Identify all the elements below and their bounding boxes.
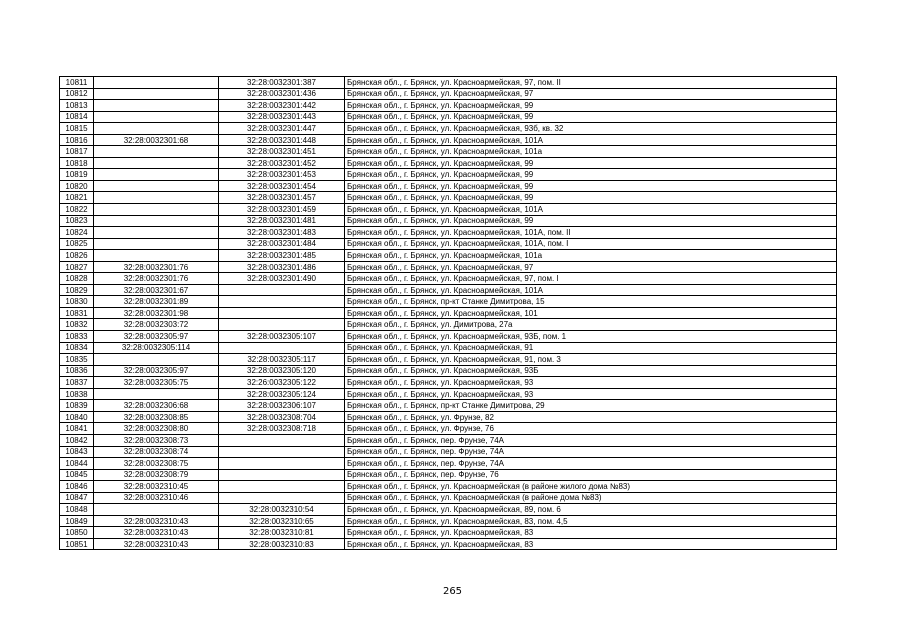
land-cadastral-number-cell: 32:28:0032306:68	[94, 400, 219, 412]
registry-table	[59, 76, 837, 550]
address-cell: Брянская обл., г. Брянск, ул. Красноармейская, 99	[345, 157, 837, 169]
address-cell: Брянская обл., г. Брянск, ул. Красноармейская, 97	[345, 88, 837, 100]
record-number-cell: 10836	[60, 365, 94, 377]
address-cell: Брянская обл., г. Брянск, ул. Фрунзе, 82	[345, 411, 837, 423]
address-cell: Брянская обл., г. Брянск, ул. Красноармейская, 101а	[345, 250, 837, 262]
page-number: 265	[442, 586, 463, 597]
record-number-cell: 10851	[60, 538, 94, 550]
table-row	[60, 146, 837, 158]
table-row	[60, 423, 837, 435]
building-cadastral-number-cell: 32:28:0032308:718	[219, 423, 345, 435]
land-cadastral-number-cell: 32:28:0032305:97	[94, 331, 219, 343]
record-number-cell: 10850	[60, 527, 94, 539]
address-cell: Брянская обл., г. Брянск, ул. Красноармейская, 101а	[345, 146, 837, 158]
record-number-cell: 10827	[60, 261, 94, 273]
building-cadastral-number-cell: 32:28:0032301:387	[219, 77, 345, 89]
table-row	[60, 538, 837, 550]
address-cell: Брянская обл., г. Брянск, ул. Красноармейская, 99	[345, 215, 837, 227]
table-row	[60, 388, 837, 400]
table-row	[60, 492, 837, 504]
table-row	[60, 204, 837, 216]
land-cadastral-number-cell: 32:28:0032310:43	[94, 515, 219, 527]
land-cadastral-number-cell: 32:28:0032310:43	[94, 538, 219, 550]
land-cadastral-number-cell: 32:28:0032303:72	[94, 319, 219, 331]
address-cell: Брянская обл., г. Брянск, ул. Красноармейская, 99	[345, 180, 837, 192]
building-cadastral-number-cell: 32:28:0032301:454	[219, 180, 345, 192]
land-cadastral-number-cell	[94, 504, 219, 516]
address-cell: Брянская обл., г. Брянск, ул. Красноармейская, 99	[345, 169, 837, 181]
land-cadastral-number-cell: 32:28:0032301:68	[94, 134, 219, 146]
record-number-cell: 10840	[60, 411, 94, 423]
building-cadastral-number-cell: 32:28:0032306:107	[219, 400, 345, 412]
registry-table-body	[60, 77, 837, 550]
building-cadastral-number-cell: 32:28:0032301:484	[219, 238, 345, 250]
building-cadastral-number-cell: 32:28:0032301:490	[219, 273, 345, 285]
land-cadastral-number-cell: 32:28:0032305:75	[94, 377, 219, 389]
table-row	[60, 469, 837, 481]
address-cell: Брянская обл., г. Брянск, пер. Фрунзе, 74А	[345, 434, 837, 446]
table-row	[60, 192, 837, 204]
table-row	[60, 458, 837, 470]
table-row	[60, 261, 837, 273]
building-cadastral-number-cell: 32:28:0032310:65	[219, 515, 345, 527]
record-number-cell: 10842	[60, 434, 94, 446]
address-cell: Брянская обл., г. Брянск, ул. Красноармейская, 93Б, пом. 1	[345, 331, 837, 343]
land-cadastral-number-cell: 32:28:0032308:79	[94, 469, 219, 481]
record-number-cell: 10828	[60, 273, 94, 285]
land-cadastral-number-cell	[94, 215, 219, 227]
table-row	[60, 100, 837, 112]
building-cadastral-number-cell	[219, 481, 345, 493]
land-cadastral-number-cell: 32:28:0032310:46	[94, 492, 219, 504]
address-cell: Брянская обл., г. Брянск, пер. Фрунзе, 76	[345, 469, 837, 481]
address-cell: Брянская обл., г. Брянск, ул. Красноармейская, 97, пом. I	[345, 273, 837, 285]
record-number-cell: 10812	[60, 88, 94, 100]
land-cadastral-number-cell	[94, 157, 219, 169]
address-cell: Брянская обл., г. Брянск, ул. Красноармейская, 99	[345, 100, 837, 112]
land-cadastral-number-cell: 32:28:0032308:85	[94, 411, 219, 423]
table-row	[60, 111, 837, 123]
building-cadastral-number-cell: 32:28:0032301:452	[219, 157, 345, 169]
land-cadastral-number-cell	[94, 192, 219, 204]
land-cadastral-number-cell	[94, 354, 219, 366]
table-row	[60, 238, 837, 250]
building-cadastral-number-cell	[219, 446, 345, 458]
address-cell: Брянская обл., г. Брянск, ул. Красноармейская, 97, пом. II	[345, 77, 837, 89]
table-row	[60, 273, 837, 285]
land-cadastral-number-cell: 32:28:0032305:114	[94, 342, 219, 354]
record-number-cell: 10849	[60, 515, 94, 527]
address-cell: Брянская обл., г. Брянск, ул. Красноармейская, 83	[345, 527, 837, 539]
building-cadastral-number-cell: 32:28:0032301:483	[219, 227, 345, 239]
table-row	[60, 400, 837, 412]
address-cell: Брянская обл., г. Брянск, пр-кт Станке Димитрова, 15	[345, 296, 837, 308]
land-cadastral-number-cell: 32:28:0032308:74	[94, 446, 219, 458]
building-cadastral-number-cell	[219, 307, 345, 319]
record-number-cell: 10820	[60, 180, 94, 192]
record-number-cell: 10814	[60, 111, 94, 123]
table-row	[60, 157, 837, 169]
land-cadastral-number-cell	[94, 180, 219, 192]
land-cadastral-number-cell	[94, 204, 219, 216]
address-cell: Брянская обл., г. Брянск, пр-кт Станке Димитрова, 29	[345, 400, 837, 412]
building-cadastral-number-cell: 32:28:0032301:457	[219, 192, 345, 204]
record-number-cell: 10843	[60, 446, 94, 458]
building-cadastral-number-cell: 32:28:0032305:107	[219, 331, 345, 343]
record-number-cell: 10846	[60, 481, 94, 493]
record-number-cell: 10815	[60, 123, 94, 135]
land-cadastral-number-cell: 32:28:0032301:76	[94, 273, 219, 285]
building-cadastral-number-cell: 32:28:0032301:485	[219, 250, 345, 262]
address-cell: Брянская обл., г. Брянск, ул. Красноармейская, 101	[345, 307, 837, 319]
building-cadastral-number-cell: 32:28:0032301:486	[219, 261, 345, 273]
address-cell: Брянская обл., г. Брянск, ул. Димитрова, 27а	[345, 319, 837, 331]
table-row	[60, 515, 837, 527]
table-row	[60, 77, 837, 89]
address-cell: Брянская обл., г. Брянск, ул. Красноармейская, 93	[345, 388, 837, 400]
address-cell: Брянская обл., г. Брянск, ул. Красноармейская (в районе жилого дома №83)	[345, 481, 837, 493]
record-number-cell: 10826	[60, 250, 94, 262]
address-cell: Брянская обл., г. Брянск, ул. Красноармейская, 101А, пом. II	[345, 227, 837, 239]
table-row	[60, 227, 837, 239]
table-row	[60, 296, 837, 308]
building-cadastral-number-cell	[219, 434, 345, 446]
address-cell: Брянская обл., г. Брянск, пер. Фрунзе, 74А	[345, 446, 837, 458]
record-number-cell: 10818	[60, 157, 94, 169]
table-row	[60, 250, 837, 262]
table-row	[60, 342, 837, 354]
building-cadastral-number-cell: 32:28:0032305:124	[219, 388, 345, 400]
building-cadastral-number-cell: 32:28:0032310:81	[219, 527, 345, 539]
table-row	[60, 88, 837, 100]
building-cadastral-number-cell: 32:28:0032301:447	[219, 123, 345, 135]
record-number-cell: 10841	[60, 423, 94, 435]
table-row	[60, 481, 837, 493]
table-row	[60, 446, 837, 458]
building-cadastral-number-cell	[219, 469, 345, 481]
table-row	[60, 319, 837, 331]
record-number-cell: 10816	[60, 134, 94, 146]
address-cell: Брянская обл., г. Брянск, ул. Красноармейская, 83, пом. 4,5	[345, 515, 837, 527]
table-row	[60, 504, 837, 516]
land-cadastral-number-cell	[94, 100, 219, 112]
record-number-cell: 10824	[60, 227, 94, 239]
table-row	[60, 169, 837, 181]
address-cell: Брянская обл., г. Брянск, ул. Красноармейская, 99	[345, 111, 837, 123]
address-cell: Брянская обл., г. Брянск, ул. Красноармейская, 101А	[345, 134, 837, 146]
table-row	[60, 307, 837, 319]
building-cadastral-number-cell: 32:28:0032301:453	[219, 169, 345, 181]
building-cadastral-number-cell: 32:28:0032301:459	[219, 204, 345, 216]
address-cell: Брянская обл., г. Брянск, ул. Красноармейская, 93б, кв. 32	[345, 123, 837, 135]
building-cadastral-number-cell: 32:28:0032301:481	[219, 215, 345, 227]
table-row	[60, 180, 837, 192]
address-cell: Брянская обл., г. Брянск, ул. Красноармейская (в районе дома №83)	[345, 492, 837, 504]
record-number-cell: 10839	[60, 400, 94, 412]
record-number-cell: 10821	[60, 192, 94, 204]
address-cell: Брянская обл., г. Брянск, ул. Красноармейская, 101А	[345, 284, 837, 296]
land-cadastral-number-cell	[94, 88, 219, 100]
address-cell: Брянская обл., г. Брянск, ул. Красноармейская, 91	[345, 342, 837, 354]
record-number-cell: 10844	[60, 458, 94, 470]
record-number-cell: 10837	[60, 377, 94, 389]
land-cadastral-number-cell: 32:28:0032308:80	[94, 423, 219, 435]
record-number-cell: 10835	[60, 354, 94, 366]
table-row	[60, 331, 837, 343]
record-number-cell: 10834	[60, 342, 94, 354]
land-cadastral-number-cell: 32:28:0032301:76	[94, 261, 219, 273]
address-cell: Брянская обл., г. Брянск, ул. Красноармейская, 97	[345, 261, 837, 273]
building-cadastral-number-cell	[219, 342, 345, 354]
table-row	[60, 377, 837, 389]
building-cadastral-number-cell: 32:28:0032305:120	[219, 365, 345, 377]
record-number-cell: 10811	[60, 77, 94, 89]
building-cadastral-number-cell: 32:28:0032310:54	[219, 504, 345, 516]
address-cell: Брянская обл., г. Брянск, ул. Фрунзе, 76	[345, 423, 837, 435]
land-cadastral-number-cell	[94, 227, 219, 239]
land-cadastral-number-cell	[94, 388, 219, 400]
record-number-cell: 10832	[60, 319, 94, 331]
record-number-cell: 10819	[60, 169, 94, 181]
table-row	[60, 411, 837, 423]
building-cadastral-number-cell: 32:28:0032310:83	[219, 538, 345, 550]
table-row	[60, 354, 837, 366]
address-cell: Брянская обл., г. Брянск, пер. Фрунзе, 74А	[345, 458, 837, 470]
address-cell: Брянская обл., г. Брянск, ул. Красноармейская, 101А	[345, 204, 837, 216]
land-cadastral-number-cell	[94, 77, 219, 89]
record-number-cell: 10833	[60, 331, 94, 343]
land-cadastral-number-cell	[94, 111, 219, 123]
land-cadastral-number-cell	[94, 123, 219, 135]
record-number-cell: 10838	[60, 388, 94, 400]
building-cadastral-number-cell: 32:28:0032301:442	[219, 100, 345, 112]
address-cell: Брянская обл., г. Брянск, ул. Красноармейская, 83	[345, 538, 837, 550]
record-number-cell: 10817	[60, 146, 94, 158]
land-cadastral-number-cell	[94, 169, 219, 181]
land-cadastral-number-cell: 32:28:0032310:43	[94, 527, 219, 539]
land-cadastral-number-cell	[94, 146, 219, 158]
record-number-cell: 10829	[60, 284, 94, 296]
building-cadastral-number-cell	[219, 458, 345, 470]
building-cadastral-number-cell: 32:28:0032308:704	[219, 411, 345, 423]
land-cadastral-number-cell: 32:28:0032301:67	[94, 284, 219, 296]
address-cell: Брянская обл., г. Брянск, ул. Красноармейская, 91, пом. 3	[345, 354, 837, 366]
address-cell: Брянская обл., г. Брянск, ул. Красноармейская, 101А, пом. I	[345, 238, 837, 250]
table-row	[60, 134, 837, 146]
land-cadastral-number-cell	[94, 250, 219, 262]
building-cadastral-number-cell	[219, 319, 345, 331]
building-cadastral-number-cell: 32:28:0032301:443	[219, 111, 345, 123]
land-cadastral-number-cell	[94, 238, 219, 250]
address-cell: Брянская обл., г. Брянск, ул. Красноармейская, 99	[345, 192, 837, 204]
table-row	[60, 284, 837, 296]
land-cadastral-number-cell: 32:28:0032308:73	[94, 434, 219, 446]
land-cadastral-number-cell: 32:28:0032305:97	[94, 365, 219, 377]
building-cadastral-number-cell: 32:28:0032301:448	[219, 134, 345, 146]
building-cadastral-number-cell: 32:28:0032305:117	[219, 354, 345, 366]
record-number-cell: 10847	[60, 492, 94, 504]
building-cadastral-number-cell	[219, 296, 345, 308]
building-cadastral-number-cell	[219, 492, 345, 504]
record-number-cell: 10848	[60, 504, 94, 516]
land-cadastral-number-cell: 32:28:0032301:98	[94, 307, 219, 319]
land-cadastral-number-cell: 32:28:0032301:89	[94, 296, 219, 308]
land-cadastral-number-cell: 32:28:0032310:45	[94, 481, 219, 493]
table-row	[60, 434, 837, 446]
building-cadastral-number-cell: 32:28:0032301:451	[219, 146, 345, 158]
building-cadastral-number-cell	[219, 284, 345, 296]
record-number-cell: 10845	[60, 469, 94, 481]
address-cell: Брянская обл., г. Брянск, ул. Красноармейская, 93	[345, 377, 837, 389]
table-row	[60, 527, 837, 539]
record-number-cell: 10823	[60, 215, 94, 227]
building-cadastral-number-cell: 32:28:0032301:436	[219, 88, 345, 100]
record-number-cell: 10813	[60, 100, 94, 112]
table-row	[60, 365, 837, 377]
building-cadastral-number-cell: 32:26:0032305:122	[219, 377, 345, 389]
record-number-cell: 10830	[60, 296, 94, 308]
address-cell: Брянская обл., г. Брянск, ул. Красноармейская, 89, пом. 6	[345, 504, 837, 516]
table-row	[60, 123, 837, 135]
record-number-cell: 10822	[60, 204, 94, 216]
land-cadastral-number-cell: 32:28:0032308:75	[94, 458, 219, 470]
record-number-cell: 10831	[60, 307, 94, 319]
address-cell: Брянская обл., г. Брянск, ул. Красноармейская, 93Б	[345, 365, 837, 377]
record-number-cell: 10825	[60, 238, 94, 250]
table-row	[60, 215, 837, 227]
